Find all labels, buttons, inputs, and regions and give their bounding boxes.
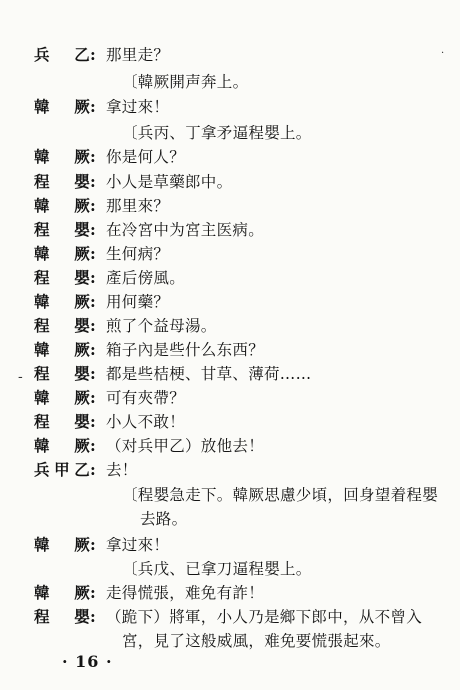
speaker-label: 程 嬰 (34, 316, 90, 335)
speaker-label: 韓 厥 (34, 436, 90, 455)
colon: : (90, 244, 97, 263)
colon: : (90, 220, 97, 239)
stage-text: 〔韓厥開声奔上。 (122, 73, 249, 91)
speaker-label: 程 嬰 (34, 172, 90, 191)
speaker-label: 程 嬰 (34, 220, 90, 239)
colon: : (90, 583, 97, 602)
speaker-label: 韓 厥 (34, 388, 90, 407)
speaker-label: 韓 厥 (34, 196, 90, 215)
speaker-label: 程 嬰 (34, 364, 90, 383)
speaker-label: 韓 厥 (34, 97, 90, 116)
stage-text: 〔兵戊、已拿刀逼程嬰上。 (122, 560, 312, 578)
speech-text: 小人是草藥郎中。 (106, 173, 233, 191)
colon: : (90, 172, 97, 191)
speech-text: 產后傍風。 (106, 269, 186, 287)
colon: : (90, 292, 97, 311)
colon: : (90, 364, 97, 383)
speech-text: 拿过來！ (106, 98, 170, 116)
speech-text: 拿过來！ (106, 536, 170, 554)
colon: : (90, 45, 97, 64)
margin-mark: - (18, 369, 23, 385)
page-number: · 16 · (62, 652, 113, 671)
speech-text: 用何藥？ (106, 293, 170, 311)
colon: : (90, 412, 97, 431)
speech-text: 走得慌張，难免有詐！ (106, 584, 265, 602)
speech-text: 那里走？ (106, 46, 170, 64)
speaker-label: 韓 厥 (34, 292, 90, 311)
speech-text: （跪下）將軍，小人乃是鄉下郎中，从不曾入 (106, 608, 423, 626)
speaker-label: 韓 厥 (34, 583, 90, 602)
speaker-label: 兵甲乙 (34, 460, 90, 479)
speaker-label: 韓 厥 (34, 147, 90, 166)
speech-text: 煎了个益母湯。 (106, 317, 217, 335)
colon: : (90, 340, 97, 359)
colon: : (90, 535, 97, 554)
colon: : (90, 607, 97, 626)
speaker-label: 程 嬰 (34, 412, 90, 431)
speech-text: 那里來？ (106, 197, 170, 215)
speech-text: 可有夾帶？ (106, 389, 186, 407)
speaker-label: 韓 厥 (34, 244, 90, 263)
colon: : (90, 97, 97, 116)
colon: : (90, 388, 97, 407)
speaker-label: 韓 厥 (34, 340, 90, 359)
speech-text: 去！ (106, 461, 138, 479)
speech-text: 宮，見了这般威風，难免要慌張起來。 (122, 632, 391, 650)
colon: : (90, 316, 97, 335)
speaker-label: 兵 乙 (34, 45, 90, 64)
colon: : (90, 268, 97, 287)
colon: : (90, 460, 97, 479)
speech-text: 生何病？ (106, 245, 170, 263)
speaker-label: 程 嬰 (34, 268, 90, 287)
speech-text: 在冷宮中为宮主医病。 (106, 221, 265, 239)
margin-mark: · (441, 48, 445, 59)
stage-text: 去路。 (140, 510, 188, 528)
colon: : (90, 147, 97, 166)
speech-text: 都是些桔梗、甘草、薄荷…… (106, 365, 312, 383)
speaker-label: 程 嬰 (34, 607, 90, 626)
colon: : (90, 436, 97, 455)
speech-text: 箱子內是些什么东西？ (106, 341, 265, 359)
colon: : (90, 196, 97, 215)
speech-text: （对兵甲乙）放他去！ (106, 437, 265, 455)
stage-text: 〔程嬰急走下。韓厥思慮少頃，回身望着程嬰 (122, 486, 439, 504)
speech-text: 你是何人？ (106, 148, 186, 166)
stage-text: 〔兵丙、丁拿矛逼程嬰上。 (122, 124, 312, 142)
speech-text: 小人不敢！ (106, 413, 186, 431)
speaker-label: 韓 厥 (34, 535, 90, 554)
